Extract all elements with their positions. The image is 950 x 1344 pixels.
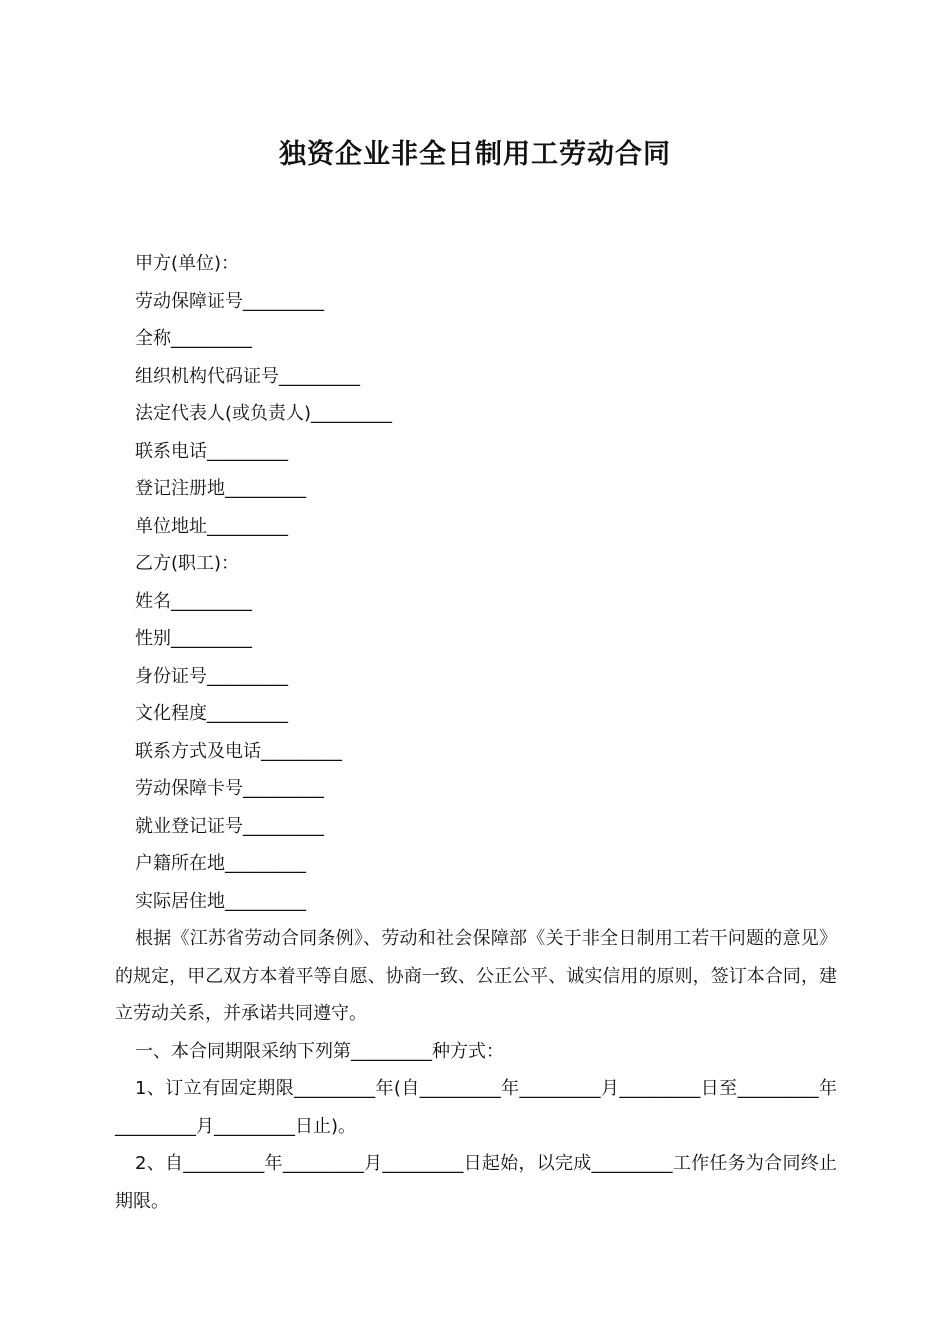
party-b-field-name: 姓名_________: [135, 590, 252, 612]
party-a-field-full-name: 全称_________: [135, 328, 252, 349]
party-a-field-org-code: 组织机构代码证号_________: [135, 365, 360, 387]
document-title: 独资企业非全日制用工劳动合同: [279, 139, 671, 170]
paragraph-task-term: 2、自_________年_________月_________日起始，以完成_________工作任务为合同终止期限。: [115, 1153, 837, 1212]
party-b-field-employment-reg: 就业登记证号_________: [135, 815, 324, 837]
document-body: [115, 245, 837, 1220]
party-b-field-education: 文化程度_________: [135, 703, 288, 724]
party-b-field-residence: 实际居住地_________: [135, 890, 306, 912]
party-a-field-address: 单位地址_________: [135, 515, 288, 537]
party-a-field-labor-security-no: 劳动保障证号_________: [135, 290, 324, 312]
party-a-field-registered-place: 登记注册地_________: [135, 478, 306, 499]
paragraph-term-method: 一、本合同期限采纳下列第_________种方式：: [135, 1040, 504, 1062]
party-b-field-contact: 联系方式及电话_________: [135, 740, 342, 762]
party-a-field-legal-rep: 法定代表人(或负责人)_________: [135, 403, 393, 424]
party-b-field-id-no: 身份证号_________: [135, 665, 288, 687]
paragraph-preamble: 根据《江苏省劳动合同条例》、劳动和社会保障部《关于非全日制用工若干问题的意见》的规定，甲乙双方本着平等自愿、协商一致、公正公平、诚实信用的原则，签订本合同，建立劳动关系，并承诺共同遵守。: [115, 928, 837, 1024]
party-b-heading: 乙方(职工)：: [135, 553, 240, 574]
party-b-field-gender: 性别_________: [135, 628, 252, 649]
party-b-field-household-reg: 户籍所在地_________: [135, 853, 306, 874]
party-a-heading: 甲方(单位)：: [135, 253, 240, 274]
party-b-field-labor-card: 劳动保障卡号_________: [135, 778, 324, 799]
paragraph-fixed-term: 1、订立有固定期限_________年(自_________年_________月_________日至_________年_________月_________日止)。: [115, 1078, 837, 1137]
party-a-field-phone: 联系电话_________: [135, 440, 288, 462]
